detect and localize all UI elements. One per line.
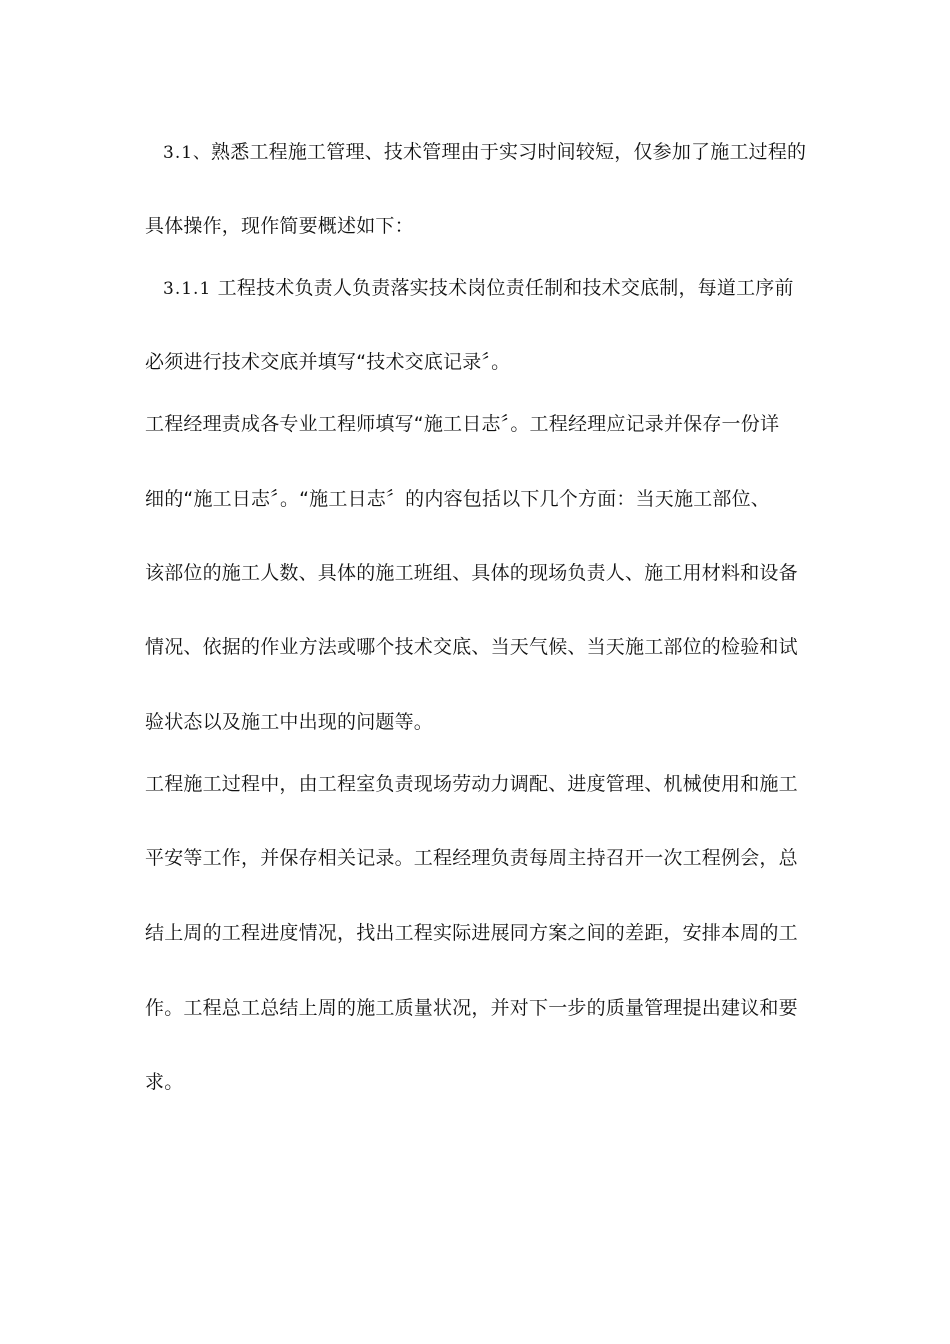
paragraph-line-9 [145, 707, 805, 737]
paragraph-line-14 [145, 1067, 805, 1097]
line-text: 结上周的工程进度情况，找出工程实际进展同方案之间的差距，安排本周的工 [145, 922, 798, 944]
paragraph-line-10 [145, 769, 805, 799]
line-text: 细的“施工日志〞。“施工日志〞的内容包括以下几个方面：当天施工部位、 [145, 488, 770, 510]
section-number: 3.1.1 [163, 279, 218, 299]
paragraph-line-7 [145, 558, 805, 588]
paragraph-line-11 [145, 843, 805, 873]
line-text: 工程技术负责人负责落实技术岗位责任制和技术交底制，每道工序前 [217, 277, 794, 299]
line-text: 求。 [145, 1071, 184, 1093]
line-text: 必须进行技术交底并填写“技术交底记录〞。 [145, 351, 511, 373]
paragraph-line-13 [145, 993, 805, 1023]
paragraph-line-5 [145, 409, 805, 439]
paragraph-line-6 [145, 484, 805, 514]
paragraph-line-3 [163, 273, 823, 303]
line-text: 该部位的施工人数、具体的施工班组、具体的现场负责人、施工用材料和设备 [145, 562, 798, 584]
paragraph-line-2 [145, 211, 805, 241]
line-text: 作。工程总工总结上周的施工质量状况，并对下一步的质量管理提出建议和要 [145, 997, 798, 1019]
section-number: 3.1、 [163, 143, 212, 163]
line-text: 验状态以及施工中出现的问题等。 [145, 711, 434, 733]
line-text: 熟悉工程施工管理、技术管理由于实习时间较短，仅参加了施工过程的 [211, 141, 807, 163]
paragraph-line-4 [145, 347, 805, 377]
line-text: 平安等工作，并保存相关记录。工程经理负责每周主持召开一次工程例会，总 [145, 847, 798, 869]
line-text: 工程施工过程中，由工程室负责现场劳动力调配、进度管理、机械使用和施工 [145, 773, 798, 795]
paragraph-line-12 [145, 918, 805, 948]
line-text: 工程经理责成各专业工程师填写“施工日志〞。工程经理应记录并保存一份详 [145, 413, 780, 435]
line-text: 具体操作，现作简要概述如下： [145, 215, 414, 237]
line-text: 情况、依据的作业方法或哪个技术交底、当天气候、当天施工部位的检验和试 [145, 636, 798, 658]
paragraph-line-8 [145, 632, 805, 662]
paragraph-line-1 [163, 137, 823, 167]
